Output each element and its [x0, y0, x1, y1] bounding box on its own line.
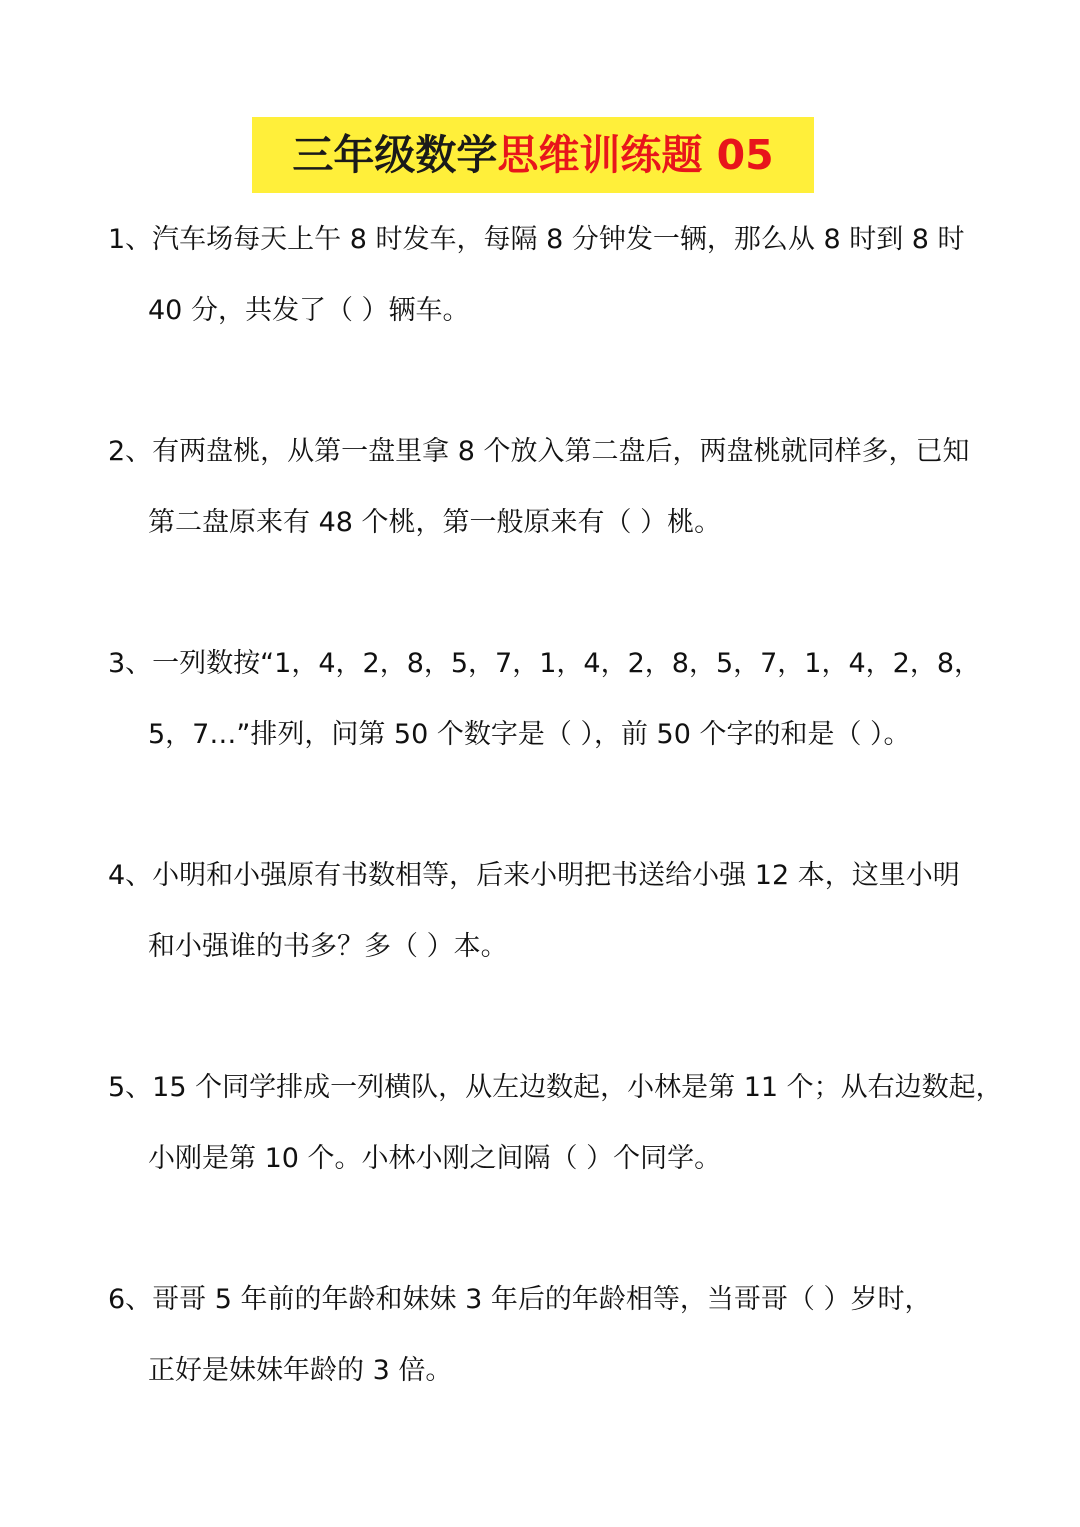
question-2-line-1: 2、有两盘桃，从第一盘里拿 8 个放入第二盘后，两盘桃就同样多，已知 [108, 436, 970, 467]
title-part-black: 三年级数学 [292, 130, 498, 179]
question-1 [108, 212, 988, 424]
question-3-line-1: 3、一列数按“1，4，2，8，5，7，1，4，2，8，5，7，1，4，2，8， [108, 648, 982, 679]
question-6 [108, 1272, 988, 1484]
question-4-line-2: 和小强谁的书多？多（ ）本。 [148, 931, 508, 962]
question-4-line-1: 4、小明和小强原有书数相等，后来小明把书送给小强 12 本，这里小明 [108, 860, 960, 891]
question-5-line-1: 5、15 个同学排成一列横队，从左边数起，小林是第 11 个；从右边数起， [108, 1072, 1003, 1103]
title-banner [252, 117, 814, 193]
title-part-red: 思维训练题 05 [497, 130, 774, 179]
question-5-line-2: 小刚是第 10 个。小林小刚之间隔（ ）个同学。 [148, 1143, 722, 1174]
question-1-line-2: 40 分，共发了（ ）辆车。 [148, 295, 470, 326]
question-2-line-2: 第二盘原来有 48 个桃，第一般原来有（ ）桃。 [148, 507, 722, 538]
question-6-line-2: 正好是妹妹年龄的 3 倍。 [148, 1355, 453, 1386]
question-6-line-1: 6、哥哥 5 年前的年龄和妹妹 3 年后的年龄相等，当哥哥（ ）岁时， [108, 1284, 932, 1315]
question-list [108, 212, 1003, 1484]
question-2 [108, 424, 988, 636]
question-1-line-1: 1、汽车场每天上午 8 时发车，每隔 8 分钟发一辆，那么从 8 时到 8 时 [108, 224, 965, 255]
question-5 [108, 1060, 1003, 1272]
question-4 [108, 848, 988, 1060]
question-3 [108, 636, 988, 848]
question-3-line-2: 5，7…”排列，问第 50 个数字是（ ），前 50 个字的和是（ ）。 [148, 719, 911, 750]
page-title [292, 130, 774, 179]
